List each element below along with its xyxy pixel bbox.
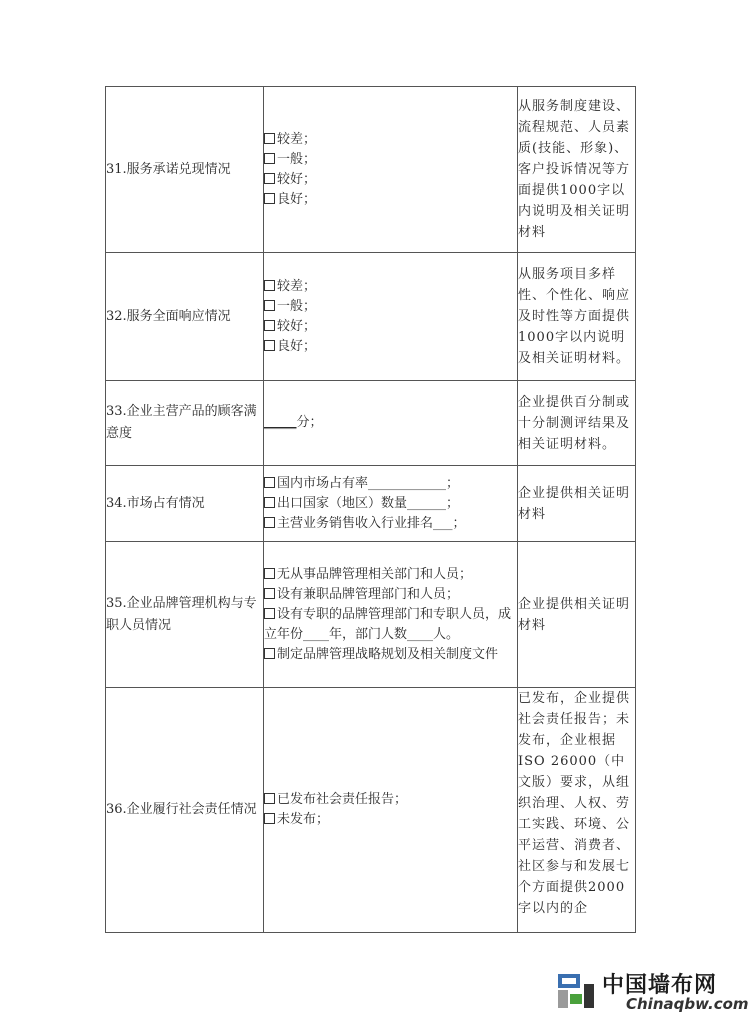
option-label: 国内市场占有率____________； — [277, 475, 460, 491]
checkbox[interactable] — [264, 173, 275, 184]
item-name: 34.市场占有情况 — [106, 466, 264, 542]
option — [264, 190, 517, 210]
table-row — [106, 542, 636, 688]
option-label: 出口国家（地区）数量______； — [277, 495, 460, 511]
checkbox[interactable] — [264, 340, 275, 351]
checkbox[interactable] — [264, 193, 275, 204]
option — [264, 514, 517, 534]
item-name: 31.服务承诺兑现情况 — [106, 87, 264, 253]
options-cell — [264, 87, 518, 253]
option — [264, 130, 517, 150]
checkbox[interactable] — [264, 477, 275, 488]
requirement-text: 从服务项目多样性、个性化、响应及时性等方面提供1000字以内说明及相关证明材料。 — [518, 253, 636, 381]
watermark-logo — [556, 968, 749, 1014]
options-cell — [264, 688, 518, 933]
option — [264, 790, 517, 810]
checkbox[interactable] — [264, 588, 275, 599]
requirement-text: 从服务制度建设、流程规范、人员素质(技能、形象)、客户投诉情况等方面提供1000字以内说明及相关证明材料 — [518, 87, 636, 253]
checkbox[interactable] — [264, 320, 275, 331]
option — [264, 150, 517, 170]
item-name: 35.企业品牌管理机构与专职人员情况 — [106, 542, 264, 688]
table-row — [106, 87, 636, 253]
option-label: 较好； — [277, 318, 317, 334]
option — [264, 317, 517, 337]
checkbox[interactable] — [264, 793, 275, 804]
table-row — [106, 253, 636, 381]
checkbox[interactable] — [264, 568, 275, 579]
option-label: 未发布； — [277, 812, 330, 827]
option-label: 较好； — [277, 171, 317, 187]
checkbox[interactable] — [264, 608, 275, 619]
logo-mark-icon — [556, 972, 596, 1010]
option-label: 较差； — [277, 278, 317, 294]
score-suffix: 分； — [296, 415, 323, 430]
options-cell — [264, 466, 518, 542]
requirement-text: 企业提供相关证明材料 — [518, 542, 636, 688]
option — [264, 605, 517, 645]
item-name: 33.企业主营产品的顾客满意度 — [106, 381, 264, 466]
option — [264, 474, 517, 494]
option-label: 无从事品牌管理相关部门和人员； — [277, 566, 473, 582]
options-cell — [264, 542, 518, 688]
option-label: 已发布社会责任报告； — [277, 792, 408, 807]
table-row — [106, 688, 636, 933]
watermark-title: 中国墙布网 — [602, 973, 718, 998]
option-label: 一般； — [277, 298, 317, 314]
checkbox[interactable] — [264, 133, 275, 144]
option — [264, 645, 517, 665]
option — [264, 297, 517, 317]
watermark-domain: Chinaqbw.com — [626, 995, 749, 1013]
option-label: 较差； — [277, 131, 317, 147]
table-row — [106, 466, 636, 542]
requirement-text: 企业提供相关证明材料 — [518, 466, 636, 542]
option — [264, 810, 517, 830]
option-label: 制定品牌管理战略规划及相关制度文件 — [277, 646, 499, 662]
option-label: 良好； — [277, 338, 317, 354]
option-label: 良好； — [277, 191, 317, 207]
option — [264, 494, 517, 514]
checkbox[interactable] — [264, 280, 275, 291]
checkbox[interactable] — [264, 300, 275, 311]
checkbox[interactable] — [264, 648, 275, 659]
requirement-text: 已发布，企业提供社会责任报告；未发布，企业根据ISO 26000（中文版）要求，从组织治理、人权、劳工实践、环境、公平运营、消费者、社区参与和发展七个方面提供2000字以内的企 — [518, 688, 636, 933]
item-name: 36.企业履行社会责任情况 — [106, 688, 264, 933]
option-label: 设有专职的品牌管理部门和专职人员，成立年份____年，部门人数____人。 — [264, 606, 512, 642]
item-name: 32.服务全面响应情况 — [106, 253, 264, 381]
evaluation-table — [105, 86, 636, 933]
checkbox[interactable] — [264, 813, 275, 824]
checkbox[interactable] — [264, 153, 275, 164]
option-label: 主营业务销售收入行业排名___； — [277, 515, 466, 531]
score-blank[interactable]: _____ — [264, 415, 297, 430]
option — [264, 565, 517, 585]
score-cell — [264, 381, 518, 466]
option-label: 一般； — [277, 151, 317, 167]
requirement-text: 企业提供百分制或十分制测评结果及相关证明材料。 — [518, 381, 636, 466]
table-row — [106, 381, 636, 466]
checkbox[interactable] — [264, 497, 275, 508]
checkbox[interactable] — [264, 517, 275, 528]
option — [264, 337, 517, 357]
options-cell — [264, 253, 518, 381]
option — [264, 170, 517, 190]
option-label: 设有兼职品牌管理部门和人员； — [277, 586, 460, 602]
option — [264, 277, 517, 297]
option — [264, 585, 517, 605]
